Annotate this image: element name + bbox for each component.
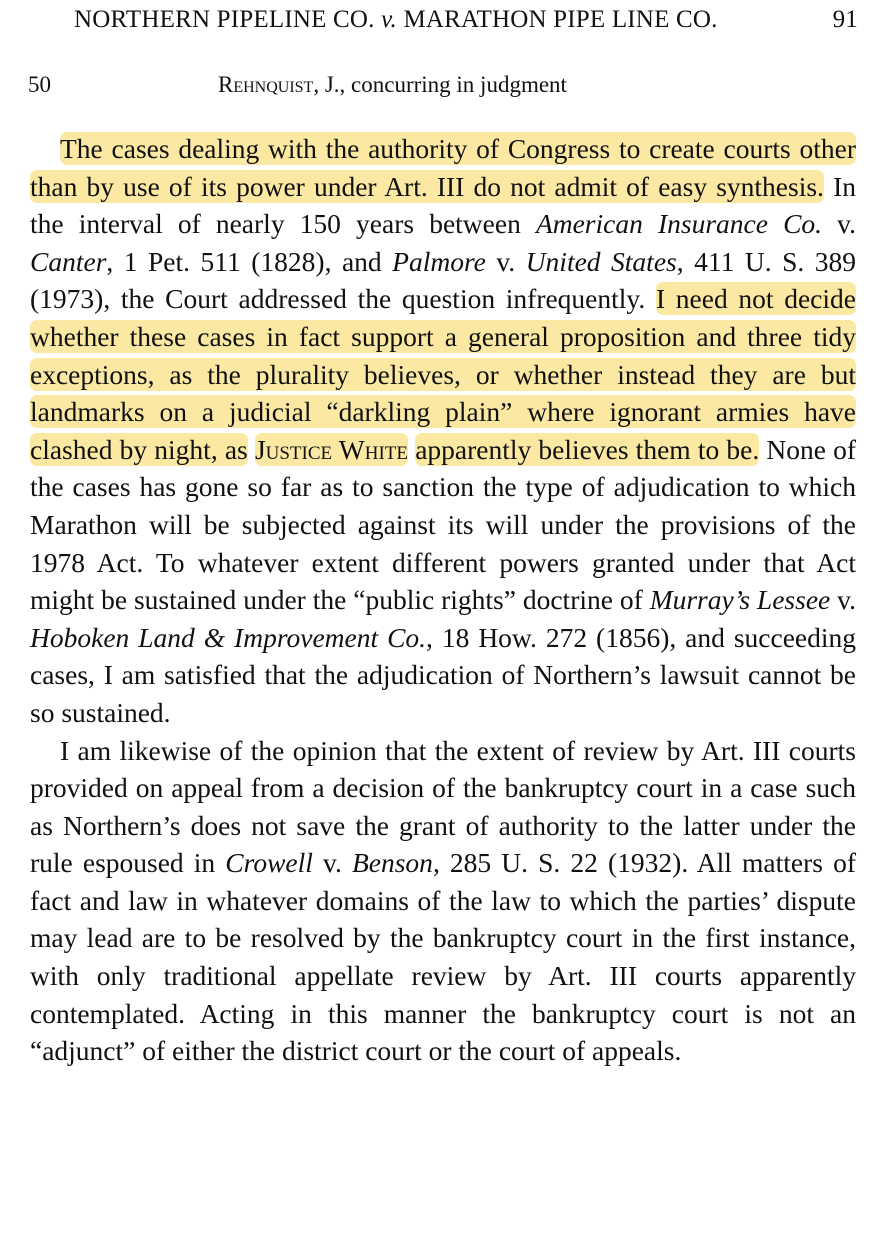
- case-citation: Murray’s Lessee: [649, 584, 831, 616]
- case-page-number: 50: [28, 72, 51, 97]
- highlight-4: apparently believes them to be.: [415, 433, 760, 465]
- page-number: 91: [832, 6, 858, 33]
- highlight-2: I need not decide whether these cases in fact support a general proposition and three tidy exceptions, as the plurality believes, or whether instead they are but landmarks on a judicial “darkling plain” where ignorant armies have clashed by night, as: [30, 283, 856, 465]
- paragraph-1: The cases dealing with the authority of Congress to create courts other than by use of its power under Art. III do not admit of easy synthesis. In the interval of nearly 150 years between American Insurance Co. v. Canter, 1 Pet. 511 (1828), and Palmore v. United States, 411 U. S. 389 (1973), the Court addressed the question infrequently. I need not decide whether these cases in fact support a general proposition and three tidy exceptions, as the plurality believes, or whether instead they are but landmarks on a judicial “darkling plain” where ignorant armies have clashed by night, as Justice White apparently believes them to be. None of the cases has gone so far as to sanction the type of adjudication to which Marathon will be subjected against its will under the provisions of the 1978 Act. To whatever extent different powers granted under that Act might be sustained under the “public rights” doctrine of Murray’s Lessee v. Hoboken Land & Improvement Co., 18 How. 272 (1856), and succeeding cases, I am satisfied that the adjudication of Northern’s lawsuit cannot be so sustained.: [30, 133, 857, 728]
- paragraph-2: I am likewise of the opinion that the extent of review by Art. III courts provided on appeal from a decision of the bankruptcy court in a case such as Northern’s does not save the grant of authority to the latter under the rule espoused in Crowell v. Benson, 285 U. S. 22 (1932). All matters of fact and law in whatever domains of the law to which the parties’ dispute may lead are to be resolved by the bankruptcy court in the first instance, with only traditional appellate review by Art. III courts apparently contemplated. Acting in this manner the bankruptcy court is not an “adjunct” of either the district court or the court of appeals.: [30, 734, 856, 1067]
- case-citation: Crowell: [225, 847, 313, 879]
- opinion-body: [30, 130, 856, 1070]
- case-citation: American Insurance Co.: [535, 208, 823, 240]
- case-citation: Palmore: [392, 245, 486, 277]
- case-title: NORTHERN PIPELINE CO. v. MARATHON PIPE LINE CO.: [74, 6, 718, 33]
- opinion-author: Rehnquist, J., concurring in judgment: [218, 72, 567, 97]
- highlight-1: The cases dealing with the authority of Congress to create courts other than by use of its power under Art. III do not admit of easy synthesis.: [30, 133, 856, 202]
- highlight-3: Justice White: [254, 433, 409, 465]
